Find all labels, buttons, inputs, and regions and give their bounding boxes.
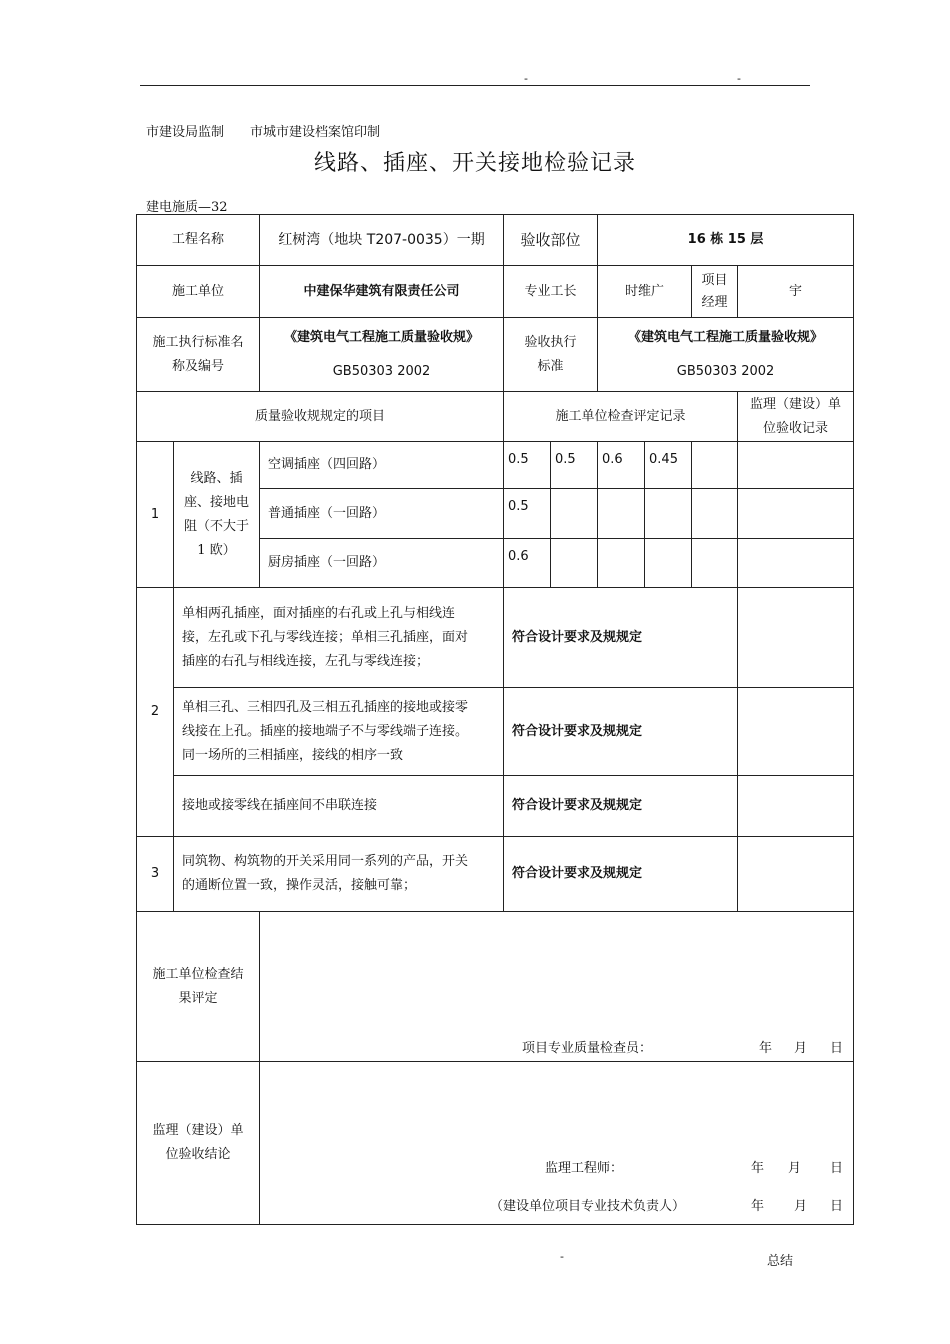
item1-label-line2: 座、接地电 [184,494,250,510]
conclusion-label [137,1062,260,1225]
item1-label-line1: 线路、插 [190,470,243,486]
item1-value-cell [692,539,738,588]
item3-row [137,837,854,912]
eval-label-line2: 果评定 [178,990,218,1006]
item2-supervision-cell [738,688,854,776]
item1-value-cell: 0.45 [645,442,692,489]
std-label [137,318,260,392]
item1-value-cell: 0.6 [598,442,645,489]
header-dash-left: - [524,72,528,85]
item2-supervision-cell [738,776,854,837]
item1-value-cell [551,539,598,588]
item1-row-1 [137,442,854,489]
item1-value-cell [645,489,692,539]
conclusion-content [260,1062,854,1225]
item3-req-line1: 同筑物、构筑物的开关采用同一系列的产品，开关 [182,854,469,869]
item1-supervision-cell [738,442,854,489]
item2-req2-line1: 单相三孔、三相四孔及三相五孔插座的接地或接零 [182,699,469,715]
conclusion-label-line2: 位验收结论 [165,1147,231,1162]
item1-label-line3: 阻（不大于 [184,518,250,534]
item2-row-1 [137,588,854,688]
item1-supervision-cell [738,539,854,588]
eval-content [260,912,854,1062]
item1-value-cell [598,489,645,539]
issuer-right: 市城市建设档案馆印制 [250,125,381,140]
header-rule [140,85,810,86]
std-value-line1: 《建筑电气工程施工质量验收规》 [284,329,480,345]
conclusion-day-2: 日 [830,1198,844,1214]
item1-value-cell [551,489,598,539]
accept-label-line2: 标准 [537,358,564,374]
item1-value-cell [692,489,738,539]
conclusion-owner-label: （建设单位项目专业技术负责人） [490,1198,686,1214]
item1-label-line4: 1 欧） [197,542,236,558]
item2-row-2 [137,688,854,776]
item1-value-cell: 0.5 [504,489,551,539]
item2-req1-line3: 插座的右孔与相线连接，左孔与零线连接； [182,653,430,669]
manager-value: 宇 [738,266,854,318]
col-supervision-line2: 位验收记录 [763,420,829,436]
page-title: 线路、插座、开关接地检验记录 [313,151,636,176]
conclusion-day-1: 日 [830,1160,844,1176]
eval-label [137,912,260,1062]
col-check-header: 施工单位检查评定记录 [504,392,738,442]
foreman-value: 时维广 [598,266,692,318]
issuer-line [146,121,380,140]
item2-requirement: 接地或接零线在插座间不串联连接 [174,776,504,837]
accept-label-line1: 验收执行 [524,334,577,350]
row-column-headers [137,392,854,442]
eval-month: 月 [794,1040,808,1056]
footer-dash: - [560,1250,564,1263]
item1-value-cell [598,539,645,588]
item3-requirement [174,837,504,912]
item3-result: 符合设计要求及规规定 [504,837,738,912]
accept-label [504,318,598,392]
accept-value-line2: GB50303 2002 [676,363,775,379]
item1-value-cell [645,539,692,588]
foreman-label: 专业工长 [504,266,598,318]
item3-req-line2: 的通断位置一致，操作灵活，接触可靠； [182,878,417,893]
col-supervision-line1: 监理（建设）单 [750,396,842,412]
item2-number: 2 [137,588,174,837]
footer-summary: 总结 [767,1254,794,1269]
item2-req1-line2: 接，左孔或下孔与零线连接；单相三孔插座，面对 [182,629,469,645]
accept-value-line1: 《建筑电气工程施工质量验收规》 [628,329,824,345]
manager-label [692,266,738,318]
conclusion-row [137,1062,854,1225]
conclusion-year-2: 年 [751,1198,765,1214]
unit-label: 施工单位 [137,266,260,318]
item2-result: 符合设计要求及规规定 [504,688,738,776]
item1-row-name: 空调插座（四回路） [260,442,504,489]
conclusion-year-1: 年 [751,1160,765,1176]
part-label: 验收部位 [504,215,598,266]
item1-value-cell: 0.5 [504,442,551,489]
item2-req1-line1: 单相两孔插座，面对插座的右孔或上孔与相线连 [182,605,456,621]
row-standard [137,318,854,392]
item2-supervision-cell [738,588,854,688]
item1-value-cell: 0.6 [504,539,551,588]
item2-result: 符合设计要求及规规定 [504,588,738,688]
item2-req2-line3: 同一场所的三相插座，接线的相序一致 [182,747,404,763]
issuer-left: 市建设局监制 [146,125,225,140]
item1-value-cell [692,442,738,489]
item2-requirement [174,688,504,776]
item2-row-3 [137,776,854,837]
eval-year: 年 [759,1040,773,1056]
eval-day: 日 [830,1040,844,1056]
eval-row [137,912,854,1062]
unit-value: 中建保华建筑有限责任公司 [260,266,504,318]
conclusion-engineer-label: 监理工程师： [545,1160,624,1176]
eval-inspector-label: 项目专业质量检查员： [522,1040,653,1056]
project-label: 工程名称 [137,215,260,266]
eval-label-line1: 施工单位检查结 [152,966,244,982]
conclusion-label-line1: 监理（建设）单 [152,1123,244,1138]
conclusion-month-2: 月 [794,1198,808,1214]
part-value: 16 栋 15 层 [598,215,854,266]
std-label-line2: 称及编号 [172,358,225,374]
std-label-line1: 施工执行标准名 [152,334,244,350]
item1-value-cell: 0.5 [551,442,598,489]
item1-row-name: 普通插座（一回路） [260,489,504,539]
col-supervision-header [738,392,854,442]
form-number: 建电施质—32 [146,200,228,215]
conclusion-month-1: 月 [788,1160,802,1176]
manager-label-line1: 项目 [701,272,728,288]
item1-label [174,442,260,588]
row-unit [137,266,854,318]
header-dash-right: - [737,72,741,85]
col-items-header: 质量验收规规定的项目 [137,392,504,442]
inspection-record-table [136,214,854,1225]
manager-label-line2: 经理 [701,294,728,310]
item3-supervision-cell [738,837,854,912]
accept-value [598,318,854,392]
item2-result: 符合设计要求及规规定 [504,776,738,837]
item1-supervision-cell [738,489,854,539]
std-value [260,318,504,392]
row-project [137,215,854,266]
item2-requirement [174,588,504,688]
item2-req2-line2: 线接在上孔。插座的接地端子不与零线端子连接。 [182,723,469,739]
std-value-line2: GB50303 2002 [332,363,431,379]
item1-number: 1 [137,442,174,588]
project-value: 红树湾（地块 T207-0035）一期 [260,215,504,266]
item1-row-name: 厨房插座（一回路） [260,539,504,588]
item3-number: 3 [137,837,174,912]
